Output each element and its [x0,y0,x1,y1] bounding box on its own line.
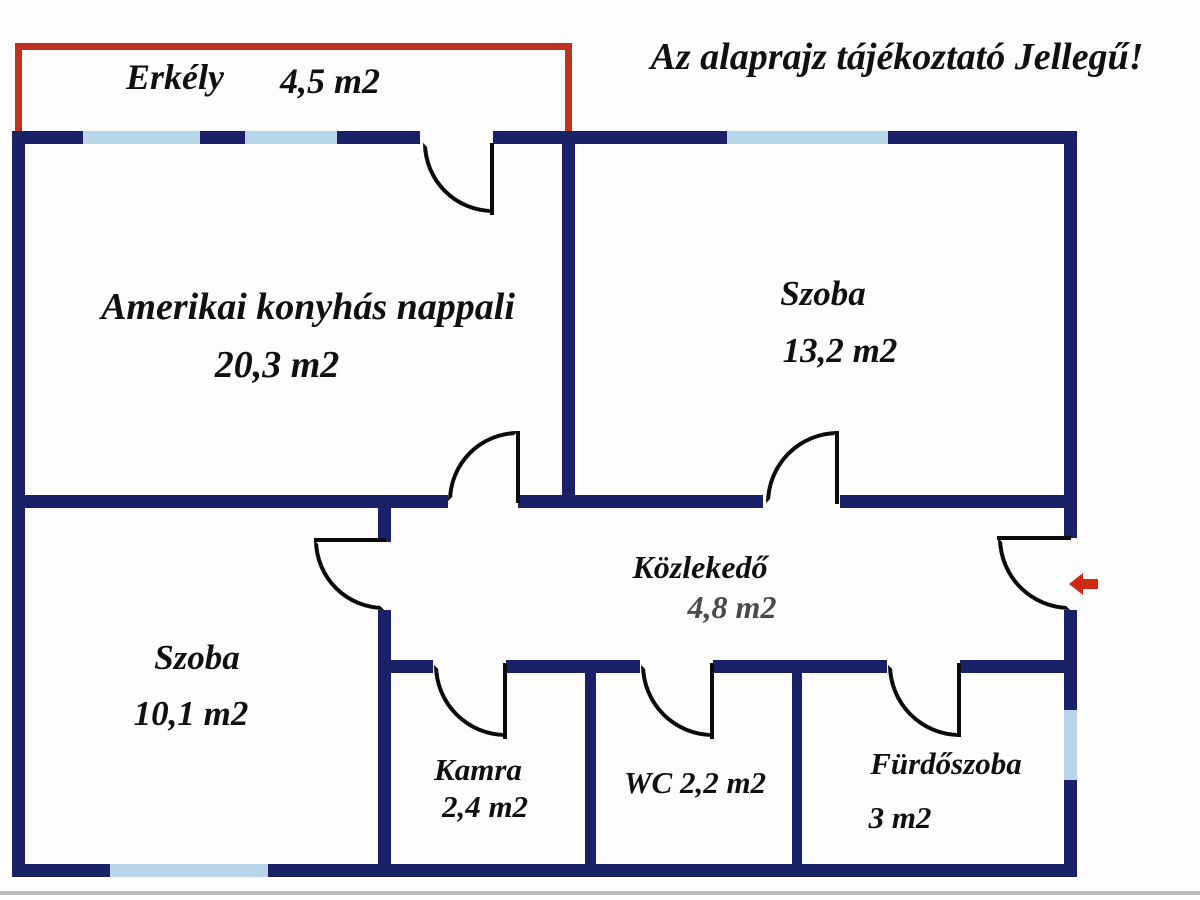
livingroom-area: 20,3 m2 [214,344,340,386]
window-room10 [110,864,268,877]
wall-lower-seg4 [713,660,792,673]
balcony-label: Erkély [126,57,224,97]
wall-bottom-seg1 [12,864,110,877]
door-arc-entrance [998,538,1070,610]
door-arc-balcony [423,143,493,213]
window-livingroom-2 [245,131,337,144]
wall-outer-right-seg3 [1064,780,1077,877]
entrance-arrow-head [1069,573,1083,595]
door-leaf-balcony [490,143,494,215]
hallway-label: Közlekedő [632,549,768,585]
wc-label: WC [623,765,673,800]
bathroom-area: 3 m2 [868,800,932,835]
balcony-area: 4,5 m2 [279,61,380,101]
wc-area: 2,2 m2 [679,765,767,800]
room13-area: 13,2 m2 [782,331,898,370]
door-leaf-entrance [997,536,1071,540]
wall-lower-seg5 [802,660,887,673]
door-arc-living-hall [448,431,518,501]
door-leaf-wc [710,663,714,739]
door-arc-room13 [766,431,838,503]
wall-top-seg4 [493,131,727,144]
wc-label-row [595,765,795,801]
wall-lower-seg2 [506,660,586,673]
wall-room10-hall-stub [378,495,391,542]
wall-lower-seg6 [960,660,1064,673]
entrance-arrow-icon [1069,573,1098,595]
wall-mid-seg3 [840,495,1077,508]
balcony-wall-right [565,43,572,133]
wall-mid-seg2 [518,495,763,508]
window-room13 [727,131,888,144]
balcony-wall-top [15,43,572,50]
pantry-area: 2,4 m2 [441,789,529,824]
door-arc-wc [641,665,713,737]
door-leaf-living-hall [516,431,520,503]
plan-disclaimer-title: Az alaprajz tájékoztató Jellegű! [650,36,1144,78]
bottom-hairline [0,891,1200,895]
room10-area: 10,1 m2 [133,694,249,733]
door-leaf-bathroom [957,663,961,737]
hallway-area: 4,8 m2 [687,589,777,625]
door-arc-bathroom [888,665,960,737]
wall-top-seg3 [337,131,420,144]
wall-lower-seg3 [596,660,640,673]
wall-living-room13-divider [562,131,575,508]
wall-top-seg2 [200,131,245,144]
wall-top-seg5 [888,131,1077,144]
door-leaf-room10 [314,538,386,542]
pantry-label: Kamra [434,752,522,787]
door-leaf-room13 [835,431,839,504]
room13-label: Szoba [780,274,866,313]
wall-outer-right-seg2 [1064,610,1077,710]
door-leaf-pantry [503,663,507,739]
window-livingroom-1 [83,131,200,144]
bathroom-label: Fürdőszoba [870,746,1022,781]
livingroom-label: Amerikai konyhás nappali [101,286,515,328]
wall-room10-pantry-divider [378,610,391,877]
balcony-wall-left [15,43,22,133]
door-arc-pantry [434,665,506,737]
wall-outer-right-seg1 [1064,131,1077,538]
wall-lower-seg1 [378,660,433,673]
room10-label: Szoba [154,638,240,677]
entrance-arrow-shaft [1082,579,1098,589]
door-arc-room10 [314,540,384,610]
wall-top-seg1 [12,131,83,144]
